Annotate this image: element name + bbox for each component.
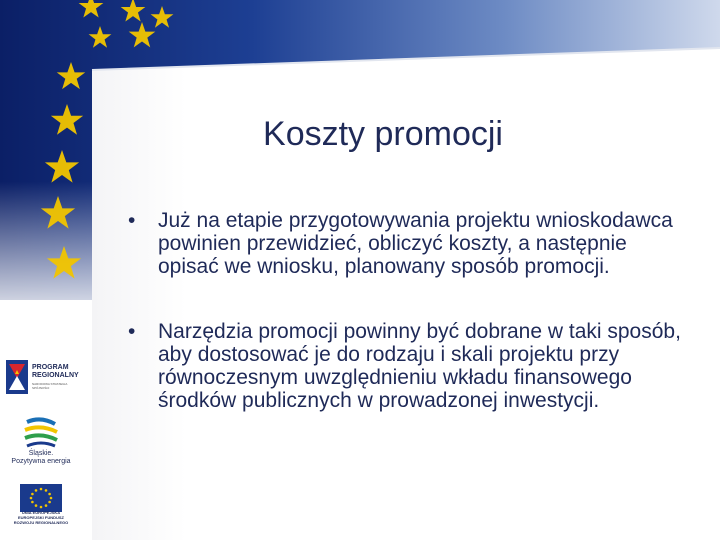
bullet-item [128,320,688,412]
bullet-marker: • [128,320,136,343]
eu-flag-icon [20,484,62,512]
bullet-text: Już na etapie przygotowywania projektu wnioskodawca powinien przewidzieć, obliczyć koszty, a następnie opisać we wniosku, planowany sposób promocji. [158,209,673,278]
logo-column [0,350,80,540]
logo-text: ROZWOJU REGIONALNEGO [13,520,69,525]
eu-logo [6,350,76,530]
logo-text: REGIONALNY [32,372,79,379]
logo-text: Pozytywna energia [11,458,71,465]
logo-text: PROGRAM [32,364,69,371]
logo-text: UNIA EUROPEJSKA [21,510,61,515]
logo-text: EUROPEJSKI FUNDUSZ [17,515,64,520]
bullet-item [128,209,688,278]
bullet-marker: • [128,209,136,232]
logo-subtext: NARODOWA STRATEGIA SPÓJNOŚCI [32,382,68,390]
bullet-list [128,209,688,412]
logo-text: Śląskie. [28,450,54,457]
bullet-text: Narzędzia promocji powinny być dobrane w taki sposób, aby dostosować je do rodzaju i skali projektu przy równoczesnym uwzględnieniu wkładu finansowego środków publicznych w prowadzonej inwestycji. [158,320,681,412]
slide-title: Koszty promocji [263,115,503,153]
